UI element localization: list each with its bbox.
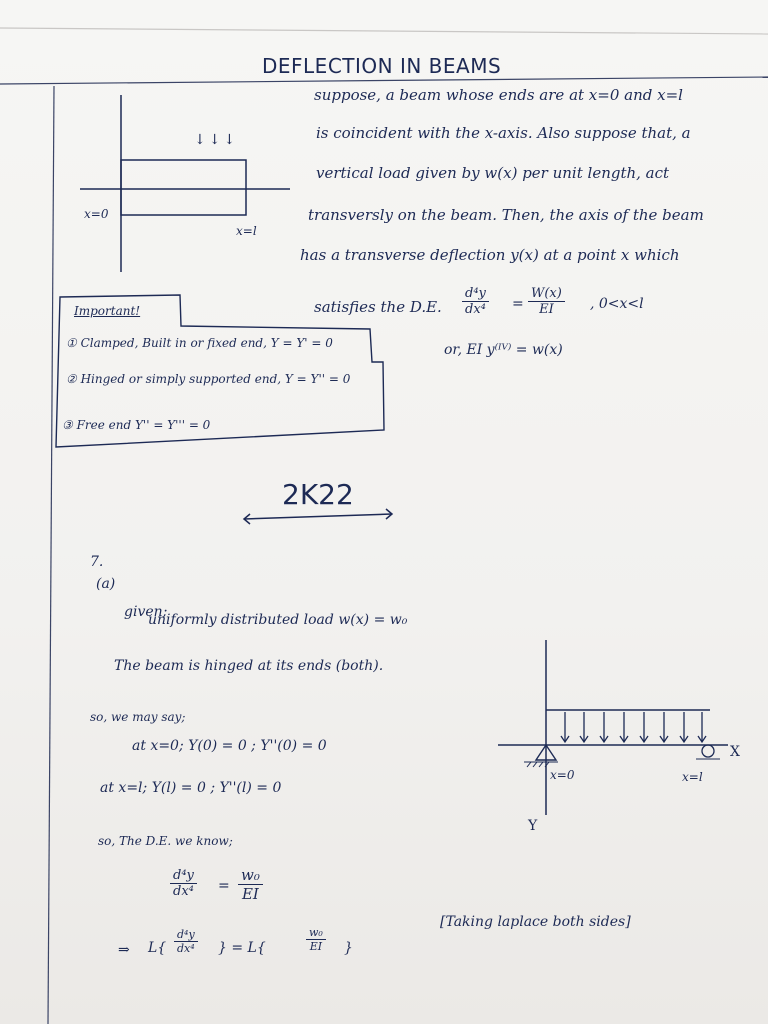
margin-line xyxy=(48,86,54,1024)
eq3-middle: } = L{ xyxy=(218,940,266,956)
hinged-statement: The beam is hinged at its ends (both). xyxy=(114,658,384,674)
eq2-lhs-num: d⁴y xyxy=(170,868,197,884)
important-heading: Important! xyxy=(74,304,141,318)
de-lhs-num: d⁴y xyxy=(462,286,489,302)
top-rule-line xyxy=(0,28,768,34)
fig2-roller-support xyxy=(702,745,714,757)
intro-line-2: is coincident with the x-axis. Also suppose that, a xyxy=(316,124,691,142)
fig2-right-label: x=l xyxy=(682,770,703,784)
eq3-implies: ⇒ xyxy=(118,942,130,958)
boundary-condition-1: at x=0; Y(0) = 0 ; Y''(0) = 0 xyxy=(132,738,327,754)
de-lhs-fraction xyxy=(462,286,489,317)
de-alt-form: or, EI y⁽ᴵⱽ⁾ = w(x) xyxy=(444,342,563,358)
fig1-left-label: x=0 xyxy=(84,207,109,221)
year-underline xyxy=(244,514,392,519)
eq3-lhs-fraction xyxy=(174,928,198,955)
important-item-3: ③ Free end Y'' = Y''' = 0 xyxy=(62,418,211,432)
question-number: 7. xyxy=(90,554,104,570)
eq3-left-open: L{ xyxy=(148,940,167,956)
important-item-1: ① Clamped, Built in or fixed end, Y = Y' = 0 xyxy=(66,336,333,350)
eq2-rhs-den: EI xyxy=(241,885,259,903)
fig2-left-label: x=0 xyxy=(550,768,575,782)
eq3-close: } xyxy=(344,940,353,956)
fig2-hinge-hatch xyxy=(524,762,558,767)
eq2-equals: = xyxy=(218,878,230,894)
fig2-x-axis-label: X xyxy=(730,744,740,760)
de-rhs-den: EI xyxy=(539,302,554,317)
de-rhs-num: W(x) xyxy=(528,286,565,302)
fig1-right-label: x=l xyxy=(236,224,257,238)
eq2-rhs-num: w₀ xyxy=(238,866,263,885)
intro-line-6: satisfies the D.E. xyxy=(314,298,442,316)
fig1-load-arrows: ↓↓↓ xyxy=(194,132,239,148)
intro-line-3: vertical load given by w(x) per unit length, act xyxy=(316,164,670,182)
intro-line-1: suppose, a beam whose ends are at x=0 and x=l xyxy=(314,86,683,104)
important-item-2: ② Hinged or simply supported end, Y = Y'' = 0 xyxy=(66,372,351,386)
eq3-rhs-den: EI xyxy=(309,940,323,953)
de-we-know: so, The D.E. we know; xyxy=(98,834,233,848)
eq2-lhs-fraction xyxy=(170,868,197,899)
fig2-load-arrows xyxy=(561,712,706,742)
laplace-note: [Taking laplace both sides] xyxy=(440,914,631,930)
eq3-rhs-num: w₀ xyxy=(306,926,326,940)
fig1-beam-rect xyxy=(121,160,246,215)
header-line xyxy=(0,77,768,84)
de-equals: = xyxy=(512,296,524,312)
load-statement: uniformly distributed load w(x) = w₀ xyxy=(148,612,408,628)
year-label: 2K22 xyxy=(282,478,354,511)
de-rhs-fraction xyxy=(528,286,565,317)
eq2-lhs-den: dx⁴ xyxy=(173,884,194,899)
intro-line-4: transversly on the beam. Then, the axis of the beam xyxy=(308,206,704,224)
de-domain: , 0<x<l xyxy=(590,296,644,312)
question-part: (a) xyxy=(96,576,116,592)
eq3-lhs-den: dx⁴ xyxy=(177,942,195,955)
eq3-lhs-num: d⁴y xyxy=(174,928,198,942)
intro-line-5: has a transverse deflection y(x) at a point x which xyxy=(300,246,680,264)
eq2-rhs-fraction xyxy=(238,866,263,903)
so-we-say: so, we may say; xyxy=(90,710,186,724)
de-lhs-den: dx⁴ xyxy=(465,302,486,317)
fig2-y-axis-label: Y xyxy=(528,818,538,834)
eq3-rhs-fraction xyxy=(306,926,326,953)
page-title: DEFLECTION IN BEAMS xyxy=(262,54,502,78)
boundary-condition-2: at x=l; Y(l) = 0 ; Y''(l) = 0 xyxy=(100,780,282,796)
given-label: given; xyxy=(124,604,168,620)
